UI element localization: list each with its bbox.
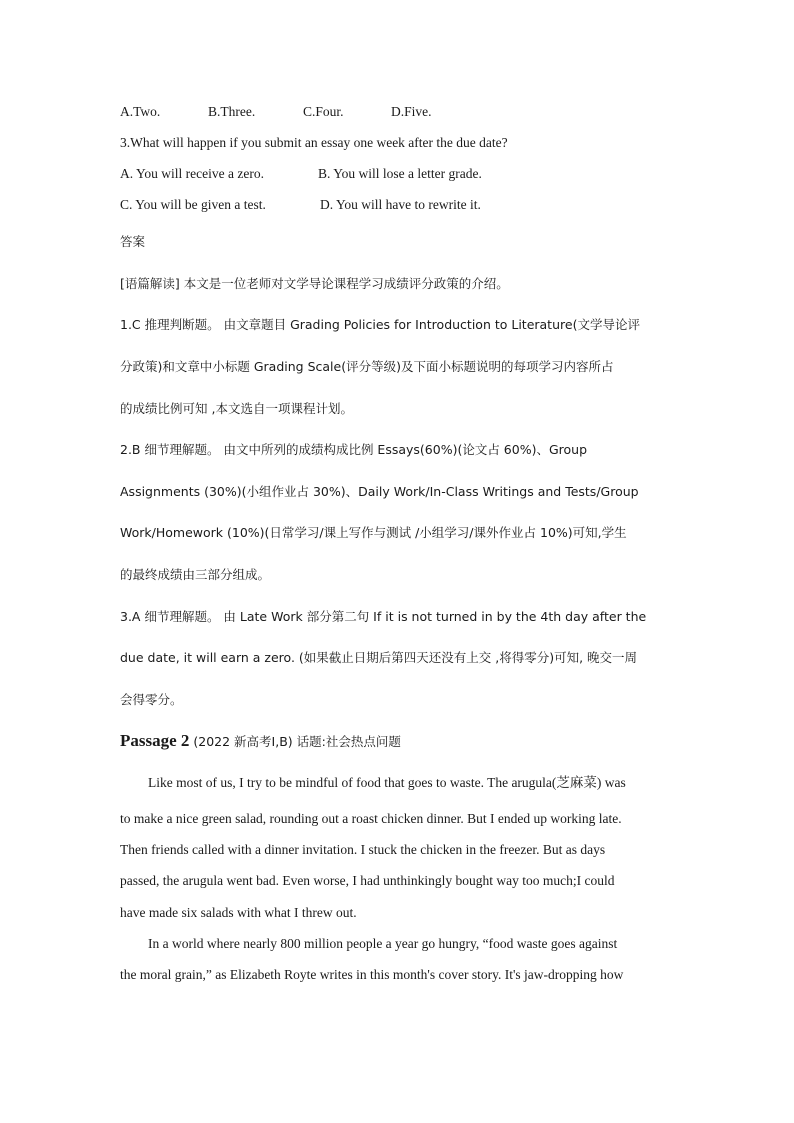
q3-stem: 3.What will happen if you submit an essay one week after the due date? bbox=[120, 135, 508, 150]
passage-source: (2022 新高考Ⅰ,B) 话题:社会热点问题 bbox=[189, 734, 401, 749]
analysis-line: 2.B 细节理解题。 由文中所列的成绩构成比例 Essays(60%)(论文占 60%)、Group bbox=[120, 442, 588, 457]
passage-line: have made six salads with what I threw out. bbox=[120, 905, 357, 920]
q2-option-c: C.Four. bbox=[303, 104, 344, 119]
analysis-line: 的成绩比例可知 ,本文选自一项课程计划。 bbox=[120, 401, 353, 416]
analysis-line: Assignments (30%)(小组作业占 30%)、Daily Work/In-Class Writings and Tests/Group bbox=[120, 484, 639, 499]
passage-line: In a world where nearly 800 million people a year go hungry, “food waste goes against bbox=[148, 936, 618, 951]
q2-option-d: D.Five. bbox=[391, 104, 432, 119]
analysis-line: due date, it will earn a zero. (如果截止日期后第四天还没有上交 ,将得零分)可知, 晚交一周 bbox=[120, 650, 638, 665]
passage-line: Then friends called with a dinner invitation. I stuck the chicken in the freezer. But as days bbox=[120, 842, 606, 857]
q2-option-b: B.Three. bbox=[208, 104, 256, 119]
analysis-line: 分政策)和文章中小标题 Grading Scale(评分等级)及下面小标题说明的每项学习内容所占 bbox=[120, 359, 614, 374]
analysis-line: 会得零分。 bbox=[120, 692, 183, 707]
q2-option-a: A.Two. bbox=[120, 104, 161, 119]
answer-heading: 答案 bbox=[120, 234, 146, 249]
q3-option-d: D. You will have to rewrite it. bbox=[320, 197, 481, 212]
q3-option-b: B. You will lose a letter grade. bbox=[318, 166, 482, 181]
analysis-line: 1.C 推理判断题。 由文章题目 Grading Policies for Introduction to Literature(文学导论评 bbox=[120, 317, 640, 332]
passage-line: Like most of us, I try to be mindful of food that goes to waste. The arugula(芝麻菜) was bbox=[148, 775, 626, 790]
analysis-line: Work/Homework (10%)(日常学习/课上写作与测试 /小组学习/课外作业占 10%)可知,学生 bbox=[120, 525, 627, 540]
passage-title-text: Passage 2 bbox=[120, 731, 190, 750]
q3-option-c: C. You will be given a test. bbox=[120, 197, 266, 212]
analysis-line: [语篇解读] 本文是一位老师对文学导论课程学习成绩评分政策的介绍。 bbox=[120, 276, 509, 291]
q3-option-a: A. You will receive a zero. bbox=[120, 166, 264, 181]
passage-line: to make a nice green salad, rounding out a roast chicken dinner. But I ended up working late. bbox=[120, 811, 622, 826]
analysis-line: 的最终成绩由三部分组成。 bbox=[120, 567, 271, 582]
passage-line: the moral grain,” as Elizabeth Royte writes in this month's cover story. It's jaw-dropping how bbox=[120, 967, 624, 982]
analysis-line: 3.A 细节理解题。 由 Late Work 部分第二句 If it is not turned in by the 4th day after the bbox=[120, 609, 647, 624]
passage-line: passed, the arugula went bad. Even worse, I had unthinkingly bought way too much;I could bbox=[120, 873, 615, 888]
passage-title bbox=[120, 731, 401, 752]
